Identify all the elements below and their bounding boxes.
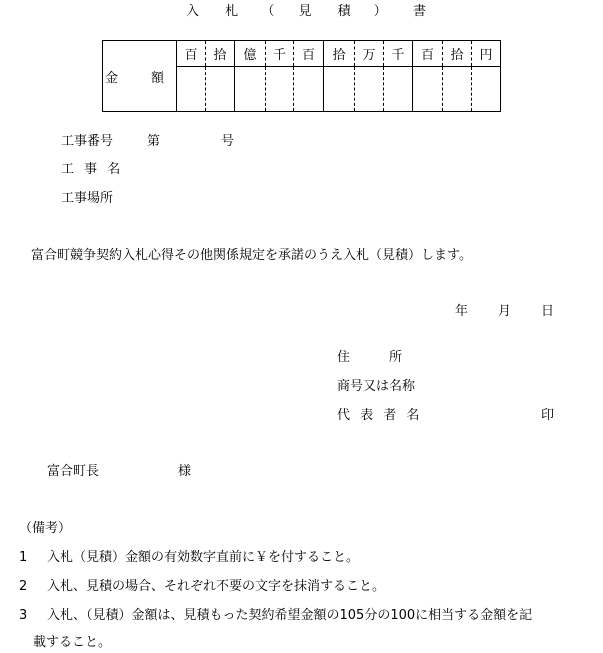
document-title: [186, 5, 427, 18]
amount-digit-cell[interactable]: [413, 67, 443, 112]
amount-digit-cell[interactable]: [355, 67, 384, 112]
note-number: 1: [19, 550, 28, 565]
note-number: 3: [19, 608, 28, 623]
notes-heading: （備考）: [19, 521, 72, 536]
unit-header: 拾: [206, 41, 235, 67]
amount-digit-cell[interactable]: [443, 67, 472, 112]
note-number: 2: [19, 579, 28, 594]
amount-digit-cell[interactable]: [294, 67, 324, 112]
date-day-label: 日: [541, 304, 555, 319]
title-char: 書: [412, 4, 427, 19]
unit-header: 百: [413, 41, 443, 67]
seal-mark: 印: [541, 408, 555, 423]
note-text: 入札、見積の場合、それぞれ不要の文字を抹消すること。: [47, 579, 386, 594]
amount-digit-cell[interactable]: [384, 67, 413, 112]
amount-digit-cell[interactable]: [206, 67, 235, 112]
project-place-label: 工事場所: [61, 191, 114, 206]
trade-name-label: 商号又は名称: [337, 379, 416, 394]
bid-statement: 富合町競争契約入札心得その他関係規定を承諾のうえ入札（見積）します。: [31, 248, 472, 263]
amount-digit-cell[interactable]: [324, 67, 355, 112]
unit-header: 拾: [324, 41, 355, 67]
amount-label: 金 額: [103, 41, 177, 112]
title-char: （: [261, 4, 276, 19]
representative-label: 代 表 者 名: [337, 408, 423, 423]
addressee-name: 富合町長: [47, 464, 100, 479]
note-text-continuation: 載すること。: [33, 635, 112, 650]
date-month-label: 月: [498, 304, 512, 319]
address-label: 住 所: [337, 350, 403, 365]
addressee-honorific: 様: [178, 464, 192, 479]
note-text: 入札（見積）金額の有効数字直前に￥を付すること。: [47, 550, 360, 565]
unit-header: 百: [177, 41, 206, 67]
project-number-label: 工事番号: [61, 134, 114, 149]
title-char: 入: [186, 4, 201, 19]
title-char: ）: [373, 4, 388, 19]
project-name-label: 工 事 名: [61, 162, 124, 177]
unit-header: 円: [472, 41, 501, 67]
unit-header: 万: [355, 41, 384, 67]
unit-header: 百: [294, 41, 324, 67]
unit-header: 億: [235, 41, 266, 67]
unit-header: 千: [384, 41, 413, 67]
title-char: 見: [298, 4, 313, 19]
date-year-label: 年: [455, 304, 469, 319]
note-text: 入札、（見積）金額は、見積もった契約希望金額の105分の100に相当する金額を記: [47, 608, 533, 623]
unit-header: 千: [266, 41, 294, 67]
title-char: 札: [225, 4, 240, 19]
amount-digit-cell[interactable]: [177, 67, 206, 112]
amount-digit-cell[interactable]: [235, 67, 266, 112]
project-number-prefix: 第: [147, 134, 161, 149]
amount-digit-cell[interactable]: [266, 67, 294, 112]
project-number-suffix: 号: [221, 134, 235, 149]
amount-digit-cell[interactable]: [472, 67, 501, 112]
amount-table: [102, 40, 501, 112]
title-char: 積: [337, 4, 352, 19]
unit-header: 拾: [443, 41, 472, 67]
